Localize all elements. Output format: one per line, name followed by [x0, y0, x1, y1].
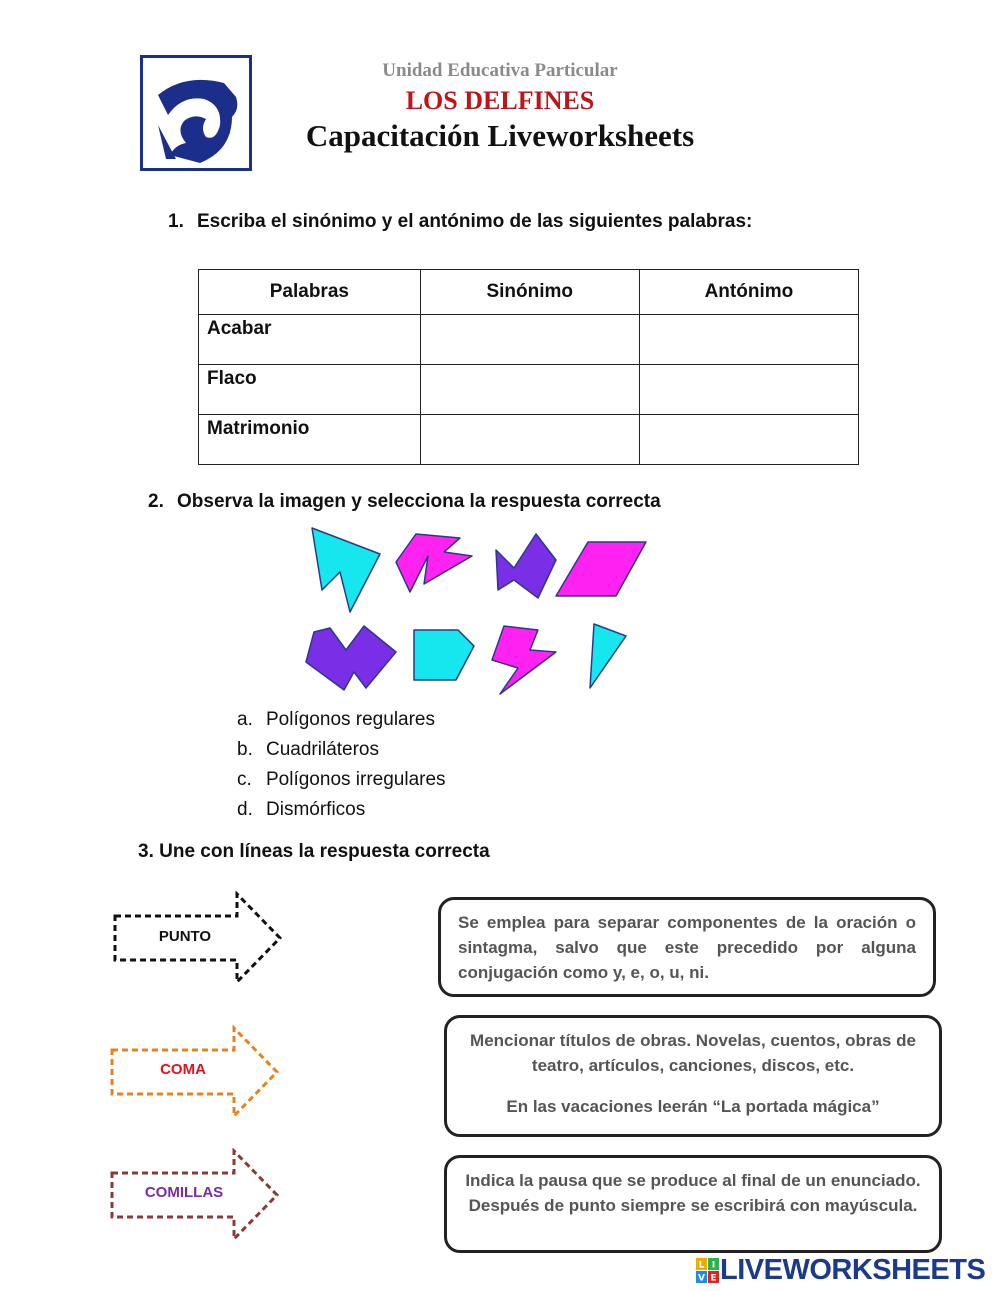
polygon-cyan-3 — [590, 624, 626, 688]
synonym-answer-cell[interactable] — [420, 415, 639, 465]
definition-box-2[interactable] — [444, 1015, 942, 1137]
word-cell: Flaco — [199, 365, 421, 415]
icon-letter: L — [698, 1260, 705, 1270]
antonym-answer-cell[interactable] — [639, 365, 858, 415]
definition-example-2: En las vacaciones leerán “La portada mágica” — [506, 1097, 880, 1116]
option-text: Cuadriláteros — [266, 739, 379, 760]
liveworksheets-wordmark: LIVEWORKSHEETS — [720, 1254, 986, 1286]
school-subtitle: Unidad Educativa Particular — [382, 60, 618, 81]
polygon-cyan-1 — [312, 528, 380, 612]
word-cell: Acabar — [199, 315, 421, 365]
definition-text-2: Mencionar títulos de obras. Novelas, cuentos, obras de teatro, artículos, canciones, discos, etc. — [470, 1031, 916, 1075]
q3-prompt: 3. Une con líneas la respuesta correcta — [138, 841, 490, 862]
option-letter: b. — [237, 739, 253, 760]
option-letter: d. — [237, 799, 253, 820]
arrow-label-comillas: COMILLAS — [144, 1184, 224, 1201]
option-d[interactable] — [237, 795, 446, 825]
synonym-answer-cell[interactable] — [420, 315, 639, 365]
school-name: LOS DELFINES — [405, 86, 595, 115]
arrow-label-coma: COMA — [160, 1061, 206, 1078]
synonym-answer-cell[interactable] — [420, 365, 639, 415]
polygon-cyan-2 — [414, 630, 474, 680]
table-row — [199, 415, 859, 465]
option-text: Dismórficos — [266, 799, 366, 820]
icon-letter: V — [698, 1273, 705, 1283]
polygon-purple-1 — [496, 534, 556, 598]
option-letter: c. — [237, 769, 252, 790]
arrow-label-punto: PUNTO — [158, 928, 212, 945]
liveworksheets-icon — [696, 1258, 720, 1284]
q1-number: 1. — [168, 211, 184, 232]
definition-box-1[interactable] — [438, 897, 936, 997]
option-a[interactable] — [237, 705, 446, 735]
option-text: Polígonos regulares — [266, 709, 435, 730]
option-letter: a. — [237, 709, 253, 730]
definition-text-1: Se emplea para separar componentes de la oración o sintagma, salvo que este precedido por alguna conjugación como y, e, o, u, ni. — [458, 913, 916, 982]
header-antonimo: Antónimo — [639, 270, 858, 315]
table-row — [199, 315, 859, 365]
q2-options — [237, 705, 446, 825]
q1-prompt: Escriba el sinónimo y el antónimo de las siguientes palabras: — [197, 211, 753, 232]
header-palabras: Palabras — [199, 270, 421, 315]
icon-letter: I — [711, 1260, 716, 1270]
irregular-polygons-image — [300, 520, 652, 700]
table-row — [199, 365, 859, 415]
option-b[interactable] — [237, 735, 446, 765]
option-c[interactable] — [237, 765, 446, 795]
polygon-purple-2 — [306, 626, 396, 690]
word-cell: Matrimonio — [199, 415, 421, 465]
option-text: Polígonos irregulares — [266, 769, 446, 790]
antonym-answer-cell[interactable] — [639, 415, 858, 465]
polygon-magenta-2 — [556, 542, 646, 596]
polygon-magenta-3 — [492, 626, 556, 694]
q2-prompt: Observa la imagen y selecciona la respuesta correcta — [177, 491, 661, 512]
polygon-magenta-1 — [396, 534, 472, 592]
icon-letter: E — [710, 1273, 717, 1283]
definition-box-3[interactable] — [444, 1155, 942, 1253]
worksheet-title: Capacitación Liveworksheets — [305, 118, 695, 153]
liveworksheets-brand — [696, 1254, 985, 1287]
table-header-row — [199, 270, 859, 315]
header-sinonimo: Sinónimo — [420, 270, 639, 315]
definition-text-3: Indica la pausa que se produce al final de un enunciado. Después de punto siempre se escribirá con mayúscula. — [465, 1171, 921, 1215]
antonym-answer-cell[interactable] — [639, 315, 858, 365]
q2-number: 2. — [148, 491, 164, 512]
synonym-antonym-table — [198, 269, 859, 465]
